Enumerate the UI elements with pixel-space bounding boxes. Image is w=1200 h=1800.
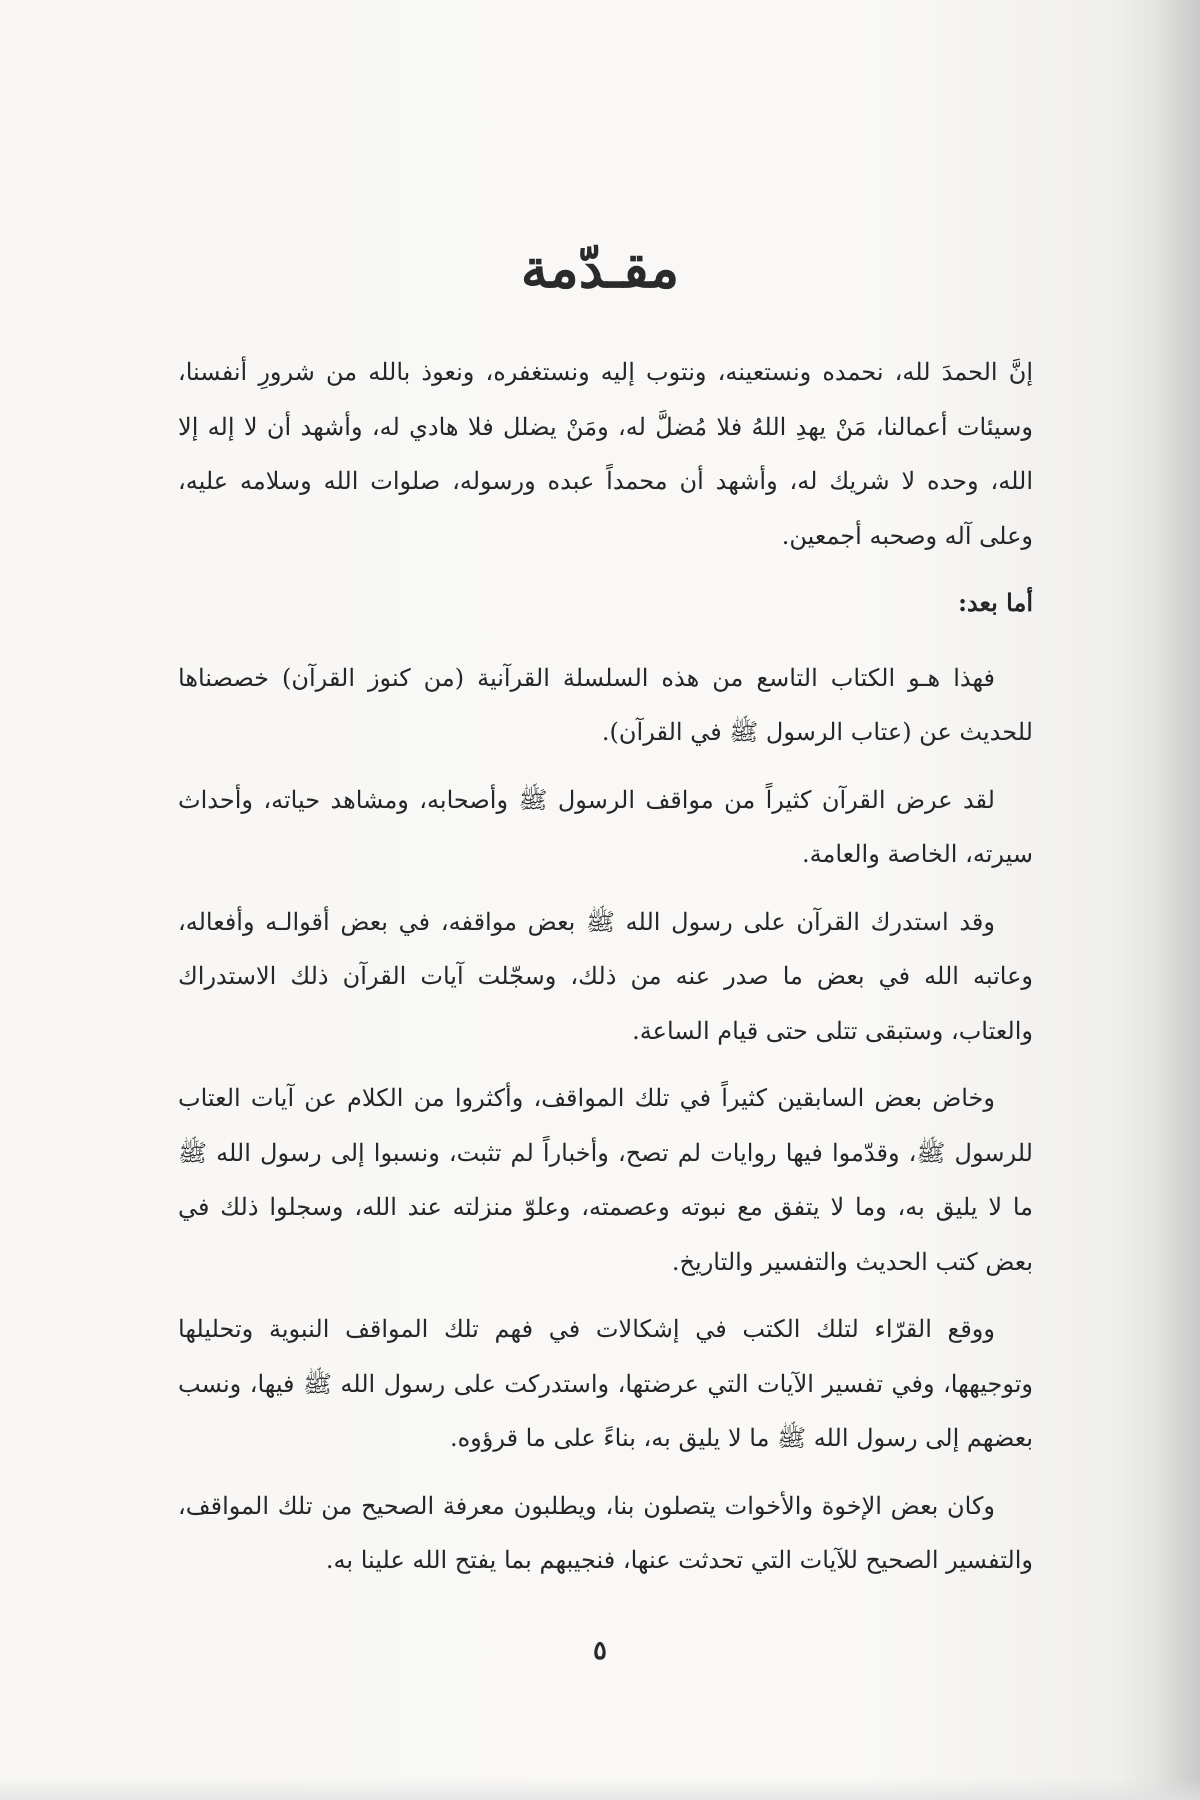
body-paragraph-5: ووقع القرّاء لتلك الكتب في إشكالات في فهم تلك المواقف النبوية وتحليلها وتوجيهها، وفي تفسير الآيات التي عرضتها، واستدركت على رسول الله ﷺ فيها، ونسب بعضهم إلى رسول الله ﷺ ما لا يليق به، بناءً على ما قرؤوه.: [178, 1315, 1033, 1452]
page-bottom-edge: [0, 1778, 1200, 1800]
body-paragraph-2: لقد عرض القرآن كثيراً من مواقف الرسول ﷺ وأصحابه، ومشاهد حياته، وأحداث سيرته، الخاصة والعامة.: [178, 785, 1033, 868]
page-number: ٥: [593, 1636, 607, 1666]
ama-baad-heading: أما بعد:: [958, 588, 1033, 617]
body-paragraph-4: وخاض بعض السابقين كثيراً في تلك المواقف، وأكثروا من الكلام عن آيات العتاب للرسول ﷺ، وقدّموا فيها روايات لم تصح، وأخباراً لم تثبت، ونسبوا إلى رسول الله ﷺ ما لا يليق به، وما لا يتفق مع نبوته وعصمته، وعلوّ منزلته عند الله، وسجلوا ذلك في بعض كتب الحديث والتفسير والتاريخ.: [178, 1084, 1033, 1276]
body-paragraph-3: وقد استدرك القرآن على رسول الله ﷺ بعض مواقفه، في بعض أقوالـه وأفعاله، وعاتبه الله في بعض ما صدر عنه من ذلك، وسجّلت آيات القرآن ذلك الاستدراك والعتاب، وستبقى تتلى حتى قيام الساعة.: [178, 907, 1034, 1045]
intro-paragraph: إنَّ الحمدَ لله، نحمده ونستعينه، ونتوب إليه ونستغفره، ونعوذ بالله من شرورِ أنفسنا، وسيئات أعمالنا، مَنْ يهدِ اللهُ فلا مُضلَّ له، ومَنْ يضلل فلا هادي له، وأشهد أن لا إله إلا الله، وحده لا شريك له، وأشهد أن محمداً عبده ورسوله، صلوات الله وسلامه عليه، وعلى آله وصحبه أجمعين.: [178, 358, 1033, 550]
body-paragraph-6: وكان بعض الإخوة والأخوات يتصلون بنا، ويطلبون معرفة الصحيح من تلك المواقف، والتفسير الصحيح للآيات التي تحدثت عنها، فنجيبهم بما يفتح الله علينا به.: [178, 1491, 1033, 1574]
page-content: [178, 345, 1033, 1601]
body-paragraph-1: فهذا هـو الكتاب التاسع من هذه السلسلة القرآنية (من كنوز القرآن) خصصناها للحديث عن (عتاب الرسول ﷺ في القرآن).: [178, 663, 1033, 746]
page-title: مقـدّمة: [520, 236, 680, 300]
